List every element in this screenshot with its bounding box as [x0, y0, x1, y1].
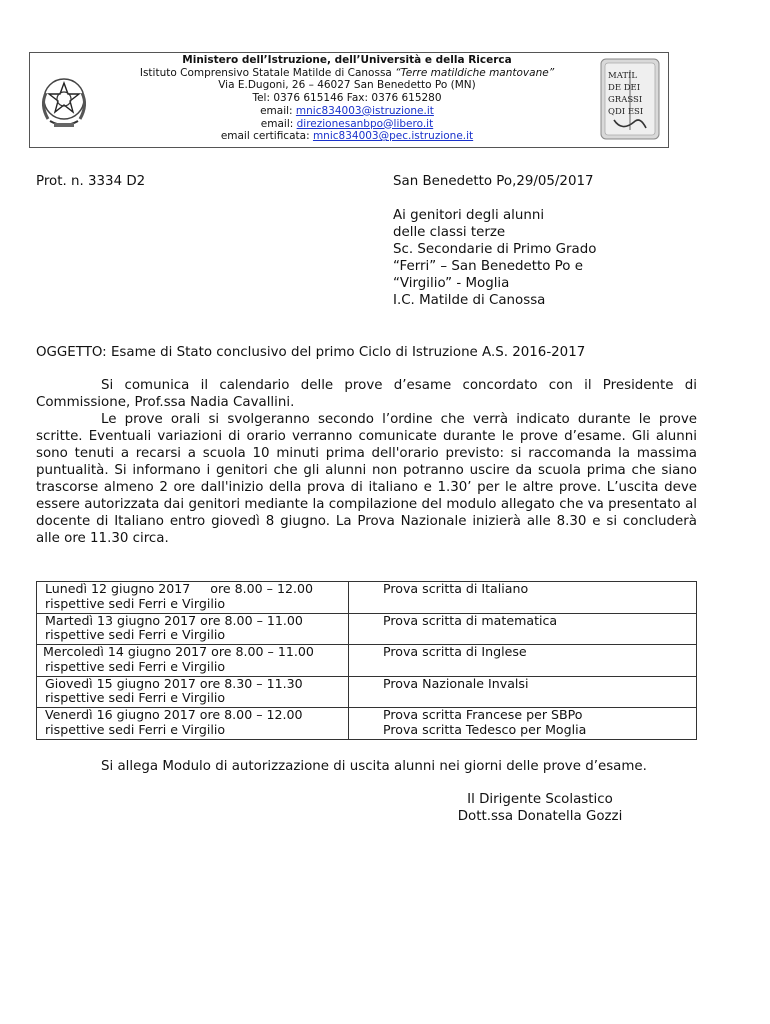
- institute-name: Istituto Comprensivo Statale Matilde di Canossa “Terre matildiche mantovane”: [139, 66, 555, 79]
- schedule-exam-cell: Prova scritta di Inglese: [349, 645, 697, 677]
- institute-motto: “Terre matildiche mantovane”: [395, 66, 555, 79]
- email-link-1[interactable]: mnic834003@istruzione.it: [295, 104, 434, 117]
- attachment-note: Si allega Modulo di autorizzazione di uscita alunni nei giorni delle prove d’esame.: [101, 759, 647, 774]
- svg-text:DE DEI: DE DEI: [608, 83, 641, 93]
- recipient-line: “Ferri” – San Benedetto Po e: [393, 259, 583, 274]
- schedule-date-cell: Giovedì 15 giugno 2017 ore 8.30 – 11.30 rispettive sedi Ferri e Virgilio: [37, 676, 349, 708]
- recipient-line: delle classi terze: [393, 225, 506, 240]
- signature-block: [420, 791, 660, 825]
- recipient-line: “Virgilio” - Moglia: [393, 276, 510, 291]
- signature-role: Il Dirigente Scolastico: [467, 792, 613, 807]
- ministry-name: Ministero dell’Istruzione, dell’Università e della Ricerca: [182, 54, 512, 66]
- table-row: [37, 645, 697, 677]
- signature-name: Dott.ssa Donatella Gozzi: [457, 809, 623, 824]
- schedule-exam-cell: Prova scritta Francese per SBPo Prova scritta Tedesco per Moglia: [349, 708, 697, 740]
- svg-text:GRASSI: GRASSI: [608, 95, 643, 105]
- schedule-exam-cell: Prova scritta di matematica: [349, 613, 697, 645]
- exam-schedule-table: [36, 581, 697, 740]
- schedule-date-cell: Martedì 13 giugno 2017 ore 8.00 – 11.00 rispettive sedi Ferri e Virgilio: [37, 613, 349, 645]
- institute-phone: Tel: 0376 615146 Fax: 0376 615280: [252, 92, 442, 105]
- schedule-exam-cell: Prova Nazionale Invalsi: [349, 676, 697, 708]
- recipient-line: I.C. Matilde di Canossa: [393, 293, 546, 308]
- email-link-2[interactable]: direzionesanbpo@libero.it: [296, 117, 434, 130]
- place-date: San Benedetto Po,29/05/2017: [393, 174, 594, 189]
- email-line-2: email: direzionesanbpo@libero.it: [260, 117, 434, 130]
- protocol-number: Prot. n. 3334 D2: [36, 174, 146, 189]
- email-link-3[interactable]: mnic834003@pec.istruzione.it: [312, 130, 474, 143]
- table-row: [37, 676, 697, 708]
- recipients-block: [393, 207, 596, 309]
- email-line-1: email: mnic834003@istruzione.it: [260, 104, 434, 117]
- svg-text:MATIL: MATIL: [608, 71, 638, 81]
- institute-address: Via E.Dugoni, 26 – 46027 San Benedetto Po (MN): [218, 79, 476, 92]
- svg-text:QDI ESI: QDI ESI: [608, 107, 644, 117]
- paragraph-details: Le prove orali si svolgeranno secondo l’ordine che verrà indicato durante le prove scritte. Eventuali variazioni di orario verranno comunicate durante le prove d’esame. Gli alunni sono tenuti a recarsi a scuola 10 minuti prima dell'orario previsto: si raccomanda la massima puntualità. Si informano i genitori che gli alunni non potranno uscire da scuola prima che siano trascorse almeno 2 ore dall'inizio della prova di italiano e 1.30’ per le altre prove. L’uscita deve essere autorizzata dai genitori mediante la compilazione del modulo allegato che va presentato al docente di Italiano entro giovedì 8 giugno. La Prova Nazionale inizierà alle 8.30 e si concluderà alle ore 11.30 circa.: [36, 412, 697, 546]
- schedule-date-cell: Mercoledì 14 giugno 2017 ore 8.00 – 11.00 rispettive sedi Ferri e Virgilio: [37, 645, 349, 677]
- table-row: [37, 582, 697, 614]
- recipient-line: Sc. Secondarie di Primo Grado: [393, 242, 597, 257]
- letterhead: [29, 52, 669, 148]
- paragraph-intro: Si comunica il calendario delle prove d’esame concordato con il Presidente di Commissione, Prof.ssa Nadia Cavallini.: [36, 378, 697, 410]
- recipient-line: Ai genitori degli alunni: [393, 208, 545, 223]
- letterhead-text: [100, 54, 594, 143]
- subject-line: OGGETTO: Esame di Stato conclusivo del primo Ciclo di Istruzione A.S. 2016-2017: [36, 345, 586, 360]
- schedule-date-cell: Lunedì 12 giugno 2017 ore 8.00 – 12.00 rispettive sedi Ferri e Virgilio: [37, 582, 349, 614]
- table-row: [37, 613, 697, 645]
- schedule-date-cell: Venerdì 16 giugno 2017 ore 8.00 – 12.00 rispettive sedi Ferri e Virgilio: [37, 708, 349, 740]
- email-line-3: email certificata: mnic834003@pec.istruzione.it: [220, 130, 474, 143]
- school-logo-icon: [600, 58, 660, 140]
- italian-republic-emblem-icon: [36, 69, 92, 131]
- table-row: [37, 708, 697, 740]
- schedule-exam-cell: Prova scritta di Italiano: [349, 582, 697, 614]
